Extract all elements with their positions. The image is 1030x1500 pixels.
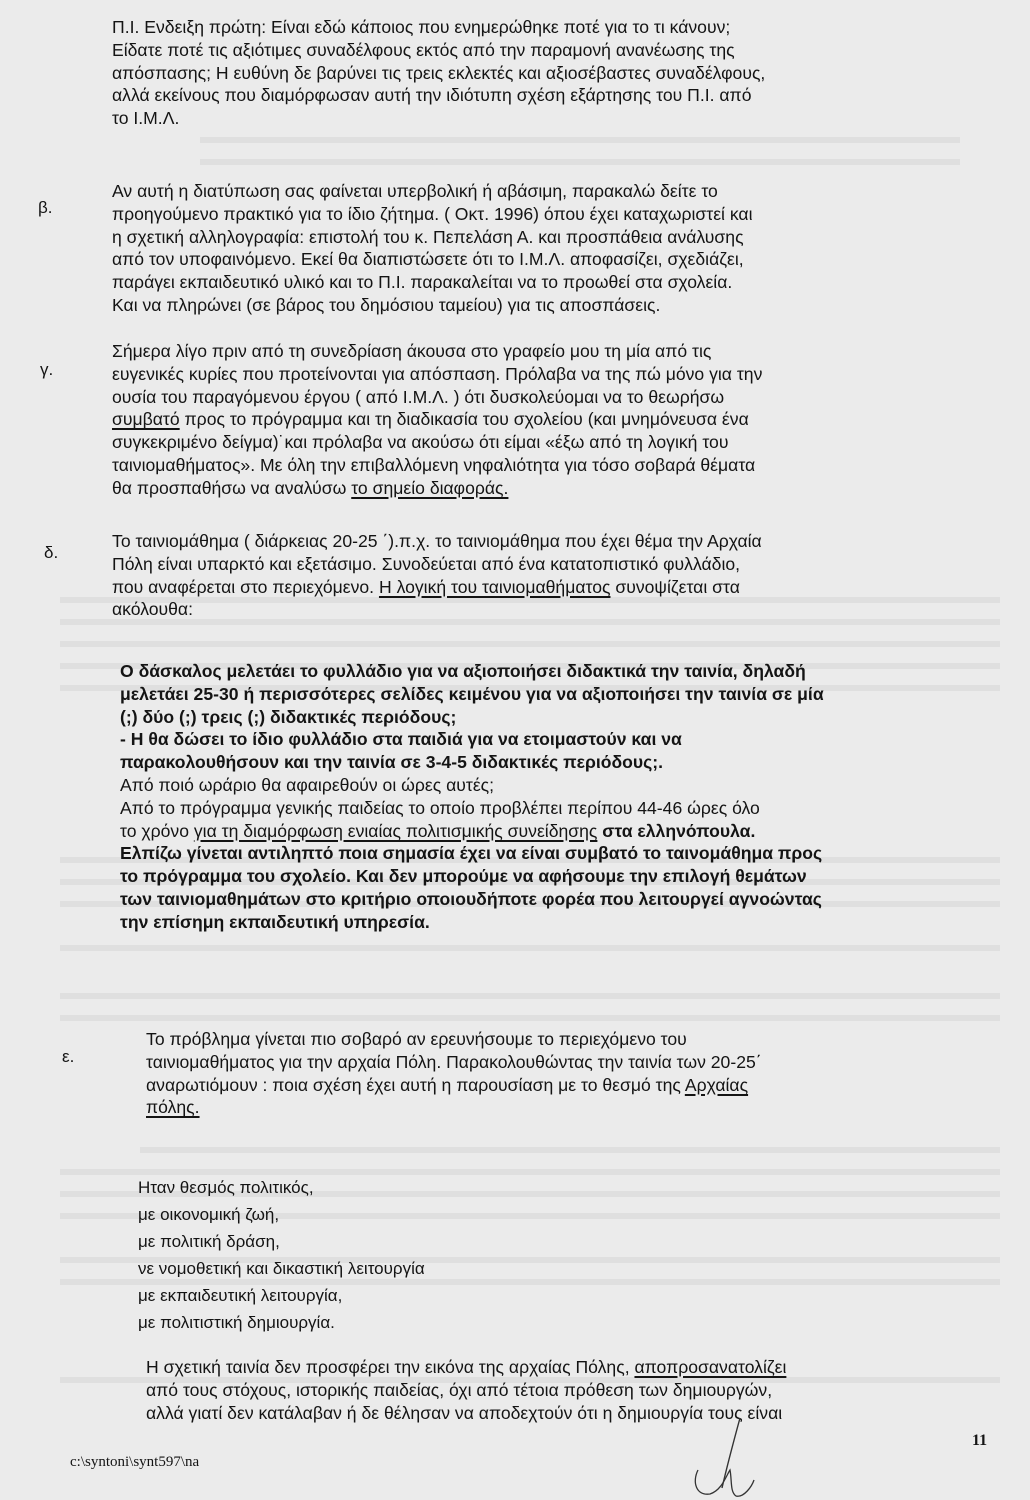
text-line: αλλά εκείνους που διαμόρφωσαν αυτή την ιδιότυπη σχέση εξάρτησης του Π.Ι. από [112,85,752,106]
section-label-g: γ. [40,360,54,379]
text-line: Από το πρόγραμμα γενικής παιδείας το οποίο προβλέπει περίπου 44-46 ώρες όλο [120,797,760,818]
text-line: η σχετική αλληλογραφία: επιστολή του κ. Πεπελάση Α. και προσπάθεια ανάλυσης [112,226,744,247]
text-line: ακόλουθα: [112,599,193,620]
text-line: - Η θα δώσει το ίδιο φυλλάδιο στα παιδιά για να ετοιμαστούν και να [120,729,682,750]
text-line [146,1096,978,1119]
text-line: συγκεκριμένο δείγμα)˙και πρόλαβα να ακούσω ότι είμαι «έξω από τη λογική του [112,432,729,453]
text-line: την επίσημη εκπαιδευτική υπηρεσία. [120,911,430,932]
signature-icon [670,1410,790,1500]
text-segment: το χρόνο [120,820,194,841]
text-line: Από ποιό ωράριο θα αφαιρεθούν οι ώρες αυτές; [120,774,495,795]
text-line: ταινιομαθήματος για την αρχαία Πόλη. Παρακολουθώντας την ταινία των 20-25΄ [146,1051,762,1072]
text-line: ευγενικές κυρίες που προτείνονται για απόσπαση. Πρόλαβα να της πώ μόνο για την [112,363,763,384]
text-line: ουσία του παραγόμενου έργου ( από Ι.Μ.Λ. ) ότι δυσκολεύομαι να το θεωρήσω [112,386,725,407]
text-line: των ταινιομαθημάτων στο κριτήριο οποιουδήποτε φορέα που λειτουργεί αγνοώντας [120,888,822,909]
text-line: από τους στόχους, ιστορικής παιδείας, όχι από τέτοια πρόθεση των δημιουργών, [146,1379,773,1400]
text-line: παρακολουθήσουν και την ταινία σε 3-4-5 διδακτικές περιόδους;. [120,752,664,773]
text-line: παράγει εκπαιδευτικό υλικό και το Π.Ι. παρακαλείται να το προωθεί στα σχολεία. [112,272,733,293]
list-item: νε νομοθετική και δικαστική λειτουργία [138,1259,425,1278]
text-segment: συνοψίζεται στα [610,576,740,597]
text-line [112,576,964,599]
text-line: προηγούμενο πρακτικό για το ίδιο ζήτημα. ( Οκτ. 1996) όπου έχει καταχωριστεί και [112,203,753,224]
text-line: Το πρόβλημα γίνεται πιο σοβαρό αν ερευνήσουμε το περιεχόμενο του [146,1029,687,1049]
list-item: Ηταν θεσμός πολιτικός, [138,1178,314,1197]
underlined-phrase: συμβατό [112,409,180,430]
text-line: αλλά γιατί δεν κατάλαβαν ή δε θέλησαν να αποδεχτούν ότι η δημιουργία τους είναι [146,1402,783,1423]
text-line: το πρόγραμμα του σχολείο. Και δεν μπορούμε να αφήσουμε την επιλογή θεμάτων [120,866,807,887]
text-line: (;) δύο (;) τρεις (;) διδακτικές περιόδους; [120,706,457,727]
text-line: Σήμερα λίγο πριν από τη συνεδρίαση άκουσα στο γραφείο μου τη μία από τις [112,341,712,361]
section-d-paragraph [112,530,964,621]
underlined-phrase: για τη διαμόρφωση ενιαίας πολιτισμικής συνείδησης [193,820,598,841]
section-e-paragraph [146,1028,978,1119]
text-segment: θα προσπαθήσω να αναλύσω [112,477,352,498]
text-segment: που αναφέρεται στο περιεχόμενο. [112,576,379,597]
list-item: με οικονομική ζωή, [138,1205,280,1224]
text-segment: στα ελληνόπουλα. [597,820,756,841]
list-item: με πολιτική δράση, [138,1232,280,1251]
text-line [120,820,972,843]
text-line: μελετάει 25-30 ή περισσότερες σελίδες κειμένου για να αξιοποιήσει την ταινία σε μία [120,683,824,704]
section-b-paragraph [112,180,964,317]
list-item: με πολιτιστική δημιουργία. [138,1313,335,1332]
polis-attributes-list [138,1174,425,1336]
text-line: Πόλη είναι υπαρκτό και εξετάσιμο. Συνοδεύεται από ένα κατατοπιστικό φυλλάδιο, [112,553,741,574]
text-line: Π.Ι. Ενδειξη πρώτη: Είναι εδώ κάποιος που ενημερώθηκε ποτέ για το τι κάνουν; [112,17,731,37]
text-line [146,1356,984,1379]
text-line: Ο δάσκαλος μελετάει το φυλλάδιο για να αξιοποιήσει διδακτικά την ταινία, δηλαδή [120,661,806,681]
section-label-b: β. [38,198,53,217]
text-line: από τον υποφαινόμενο. Εκεί θα διαπιστώσετε ότι το Ι.Μ.Λ. αποφασίζει, σχεδιάζει, [112,249,744,270]
section-label-d: δ. [44,543,59,562]
paragraph-pi [112,16,964,130]
text-line: απόσπασης; Η ευθύνη δε βαρύνει τις τρεις εκλεκτές και αξιοσέβαστες συναδέλφους, [112,62,766,83]
underlined-phrase: το σημείο διαφοράς. [351,477,509,498]
text-line [112,477,964,500]
section-g-paragraph [112,340,964,500]
underlined-phrase: Αρχαίας [684,1074,749,1095]
text-segment: Η σχετική ταινία δεν προσφέρει την εικόνα της αρχαίας Πόλης, [146,1357,635,1377]
page-number: 11 [972,1432,988,1449]
text-line: Αν αυτή η διατύπωση σας φαίνεται υπερβολική ή αβάσιμη, παρακαλώ δείτε το [112,181,718,201]
text-line [112,408,964,431]
text-line: Ελπίζω γίνεται αντιληπτό ποια σημασία έχει να είναι συμβατό το ταινομάθημα προς [120,843,823,864]
text-line [146,1074,978,1097]
closing-paragraph [146,1356,984,1424]
underlined-phrase: πόλης. [146,1097,200,1118]
logic-block [120,660,972,934]
text-segment: αναρωτιόμουν : ποια σχέση έχει αυτή η παρουσίαση με το θεσμό της [146,1074,685,1095]
underlined-phrase: αποπροσανατολίζει [634,1357,787,1377]
underlined-phrase: Η λογική του ταινιομαθήματος [378,576,611,597]
text-segment: προς το πρόγραμμα και τη διαδικασία του σχολείου (και μνημόνευσα ένα [179,409,749,430]
text-line: ταινιομαθήματος». Με όλη την επιβαλλόμενη νηφαλιότητα για τόσο σοβαρά θέματα [112,454,756,475]
text-line: Και να πληρώνει (σε βάρος του δημόσιου ταμείου) για τις αποσπάσεις. [112,294,661,315]
text-line: Το ταινιομάθημα ( διάρκειας 20-25 ΄).π.χ. το ταινιομάθημα που έχει θέμα την Αρχαία [112,531,762,551]
list-item: με εκπαιδευτική λειτουργία, [138,1286,343,1305]
text-line: το Ι.Μ.Λ. [112,108,180,129]
file-path: c:\syntoni\synt597\na [70,1454,200,1470]
text-line: Είδατε ποτέ τις αξιότιμες συναδέλφους εκτός από την παραμονή ανανέωσης της [112,39,735,60]
section-label-e: ε. [62,1047,75,1066]
